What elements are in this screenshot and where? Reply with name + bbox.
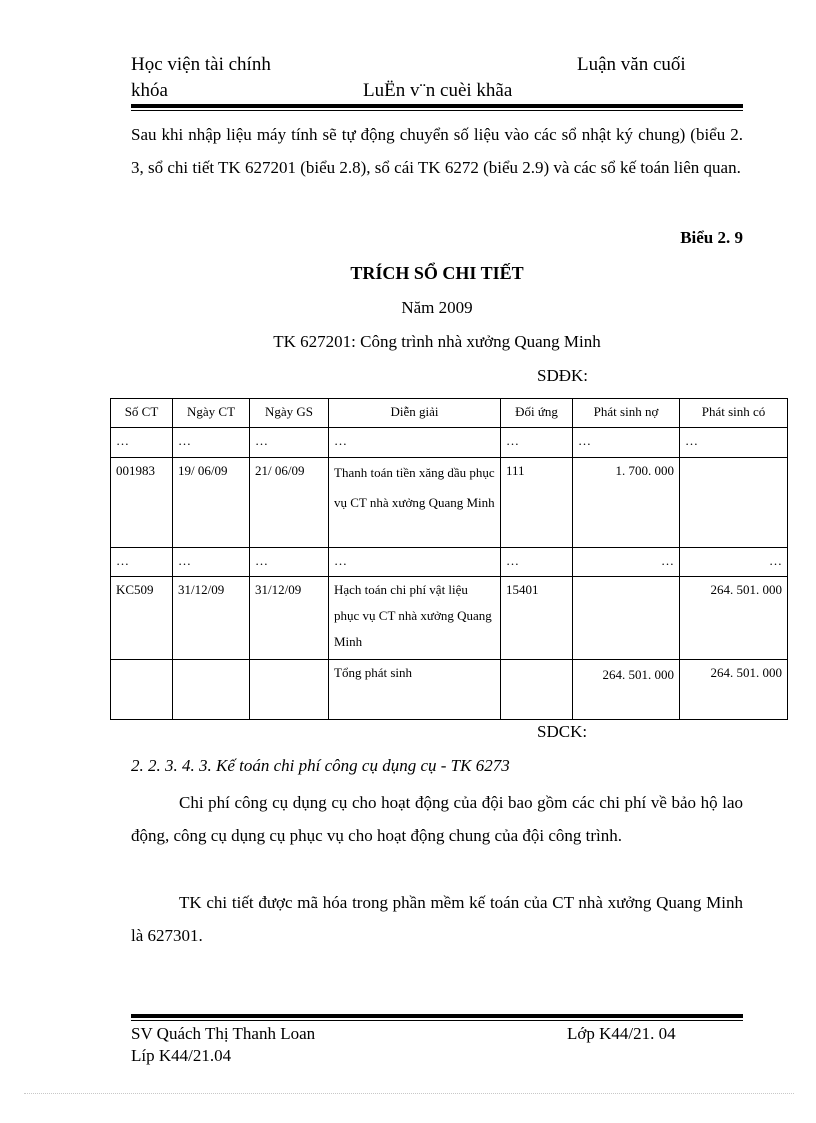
cell-ngay-gs: … [250, 548, 329, 577]
figure-reference: Biểu 2. 9 [680, 228, 743, 247]
header-rule-thick [131, 104, 743, 108]
cell-dien-giai: … [329, 428, 501, 458]
header-khoa: khóa [131, 80, 168, 101]
header-institution: Học viện tài chính [131, 54, 271, 75]
ledger-table [110, 398, 788, 720]
cell-co: … [680, 428, 788, 458]
intro-paragraph: Sau khi nhập liệu máy tính sẽ tự động chuyển số liệu vào các sổ nhật ký chung) (biểu 2. 3, sổ chi tiết TK 627201 (biểu 2.8), sổ cái TK 6272 (biểu 2.9) và các sổ kế toán liên quan. [131, 125, 743, 177]
document-year: Năm 2009 [401, 298, 473, 317]
cell-co [680, 458, 788, 548]
closing-balance-label: SDCK: [537, 722, 588, 741]
cell-ngay-ct: 31/12/09 [173, 577, 250, 660]
col-header-so-ct: Số CT [111, 399, 173, 428]
cell-dien-giai: Tổng phát sinh [329, 660, 501, 720]
cell-no [573, 577, 680, 660]
header-thesis-label: Luận văn cuối [577, 54, 686, 75]
footer-student-name: SV Quách Thị Thanh Loan [131, 1024, 316, 1043]
document-title: TRÍCH SỔ CHI TIẾT [350, 263, 524, 283]
cell-dien-giai: … [329, 548, 501, 577]
cell-no: … [573, 548, 680, 577]
cell-co: 264. 501. 000 [680, 660, 788, 720]
cell-no: … [573, 428, 680, 458]
cell-ngay-ct: … [173, 548, 250, 577]
header-thesis-legacy: LuËn v¨n cuèi khãa [363, 80, 513, 101]
cell-dien-giai: Thanh toán tiền xăng dầu phục vụ CT nhà xưởng Quang Minh [329, 458, 501, 548]
cell-co: 264. 501. 000 [680, 577, 788, 660]
cell-ngay-gs: 21/ 06/09 [250, 458, 329, 548]
cell-ngay-gs [250, 660, 329, 720]
col-header-doi-ung: Đối ứng [501, 399, 573, 428]
footer-rule-thick [131, 1014, 743, 1018]
cell-ngay-gs: 31/12/09 [250, 577, 329, 660]
cell-no: 264. 501. 000 [573, 660, 680, 720]
header-rule-thin [131, 110, 743, 111]
paragraph-1: Chi phí công cụ dụng cụ cho hoạt động của đội bao gồm các chi phí về bảo hộ lao động, công cụ dụng cụ phục vụ cho hoạt động chung của đội công trình. [131, 793, 743, 845]
table-row-total [111, 660, 788, 720]
account-name: TK 627201: Công trình nhà xưởng Quang Minh [273, 332, 601, 351]
cell-so-ct: 001983 [111, 458, 173, 548]
cell-dien-giai: Hạch toán chi phí vật liệu phục vụ CT nhà xưởng Quang Minh [329, 577, 501, 660]
cell-doi-ung: 111 [501, 458, 573, 548]
col-header-ngay-gs: Ngày GS [250, 399, 329, 428]
opening-balance-label: SDĐK: [537, 366, 589, 385]
cell-so-ct: … [111, 428, 173, 458]
footer-class-right: Lớp K44/21. 04 [567, 1024, 676, 1043]
table-row [111, 458, 788, 548]
cell-ngay-ct: 19/ 06/09 [173, 458, 250, 548]
cell-doi-ung: 15401 [501, 577, 573, 660]
paragraph-2: TK chi tiết được mã hóa trong phần mềm kế toán của CT nhà xưởng Quang Minh là 627301. [131, 893, 743, 945]
footer-class-left: Líp K44/21.04 [131, 1046, 232, 1065]
section-heading: 2. 2. 3. 4. 3. Kế toán chi phí công cụ dụng cụ - TK 6273 [131, 756, 510, 775]
cell-so-ct: … [111, 548, 173, 577]
table-row [111, 428, 788, 458]
table-row [111, 577, 788, 660]
cell-no: 1. 700. 000 [573, 458, 680, 548]
cell-doi-ung: … [501, 548, 573, 577]
cell-co: … [680, 548, 788, 577]
cell-doi-ung: … [501, 428, 573, 458]
col-header-phat-sinh-co: Phát sinh có [680, 399, 788, 428]
table-header-row [111, 399, 788, 428]
cell-ngay-gs: … [250, 428, 329, 458]
col-header-phat-sinh-no: Phát sinh nợ [573, 399, 680, 428]
cell-ngay-ct: … [173, 428, 250, 458]
col-header-ngay-ct: Ngày CT [173, 399, 250, 428]
table-row [111, 548, 788, 577]
cell-doi-ung [501, 660, 573, 720]
cell-ngay-ct [173, 660, 250, 720]
page-edge-divider [24, 1093, 794, 1094]
cell-so-ct [111, 660, 173, 720]
cell-so-ct: KC509 [111, 577, 173, 660]
col-header-dien-giai: Diễn giải [329, 399, 501, 428]
footer-rule-thin [131, 1020, 743, 1021]
